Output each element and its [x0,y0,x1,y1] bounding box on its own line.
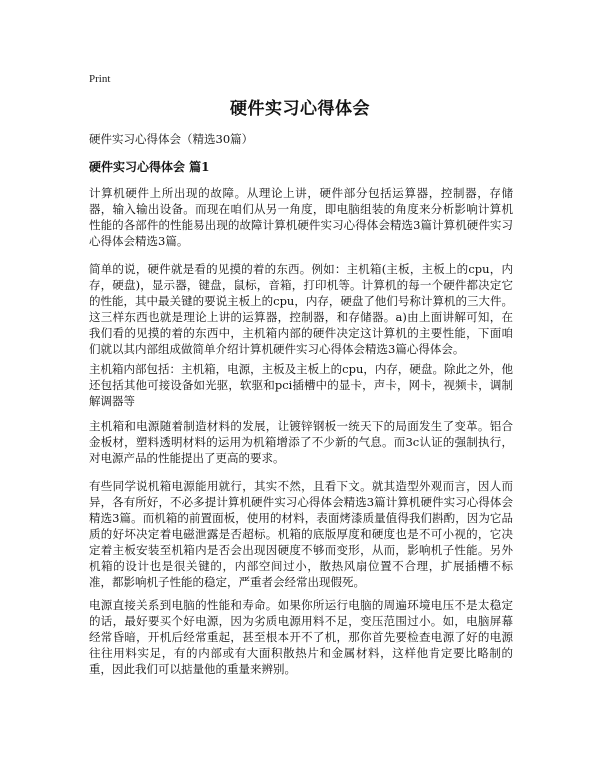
document-title: 硬件实习心得体会 [230,99,370,119]
print-label: Print [89,73,111,85]
section-heading: 硬件实习心得体会 篇1 [89,160,210,174]
body-paragraph-1: 计算机硬件上所出现的故障。从理论上讲，硬件部分包括运算器，控制器，存储器，输入输出设备。而现在咱们从另一角度，即电脑组装的角度来分析影响计算机性能的各部件的性能易出现的故障计算机硬件实习心得体会精选3篇计算机硬件实习心得体会精选3篇。 [89,186,513,248]
body-paragraph-6: 电源直接关系到电脑的性能和寿命。如果你所运行电脑的周遍环境电压不是太稳定的话，最好要买个好电源，因为劣质电源用料不足，变压范围过小。如，电脑屏幕经常昏暗，开机后经常重起，甚至根本开不了机，那你首先要检查电源了好的电源往往用料实足，有的内部或有大面积散热片和金属材料，这样他肯定要比略制的重，因此我们可以掂量他的重量来辨别。 [89,598,513,676]
document-subtitle: 硬件实习心得体会（精选30篇） [89,132,254,146]
body-paragraph-5: 有些同学说机箱电源能用就行，其实不然，且看下文。就其造型外观而言，因人而异，各有所好，不必多提计算机硬件实习心得体会精选3篇计算机硬件实习心得体会精选3篇。而机箱的前置面板，使用的材料，表面烤漆质量值得我们斟酌，因为它品质的好坏决定着电磁泄露是否超标。机箱的底版厚度和硬度也是不可小视的，它决定着主板安装至机箱内是否会出现因硬度不够而变形，从而，影响机子性能。另外机箱的设计也是很关键的，内部空间过小，散热风扇位置不合理，扩展插槽不标准，都影响机子性能的稳定，严重者会经常出现假死。 [89,479,513,589]
body-paragraph-4: 主机箱和电源随着制造材料的发展，让镀锌钢板一统天下的局面发生了变革。铝合金板材，塑料透明材料的运用为机箱增添了不少新的气息。而3c认证的强制执行，对电源产品的性能提出了更高的要求。 [89,419,513,465]
body-paragraph-2: 简单的说，硬件就是看的见摸的着的东西。例如：主机箱(主板，主板上的cpu，内存，硬盘)，显示器，键盘，鼠标，音箱，打印机等。计算机的每一个硬件都决定它的性能，其中最关键的要说主板上的cpu，内存，硬盘了他们号称计算机的三大件。这三样东西也就是理论上讲的运算器，控制器，和存储器。a)由上面讲解可知，在我们看的见摸的着的东西中，主机箱内部的硬件决定这计算机的主要性能，下面咱们就以其内部组成做简单介绍计算机硬件实习心得体会精选3篇心得体会。 [89,262,513,356]
body-paragraph-3: 主机箱内部包括：主机箱，电源，主板及主板上的cpu，内存，硬盘。除此之外，他还包括其他可接设备如光驱，软驱和pci插槽中的显卡，声卡，网卡，视频卡，调制解调器等 [89,362,513,408]
